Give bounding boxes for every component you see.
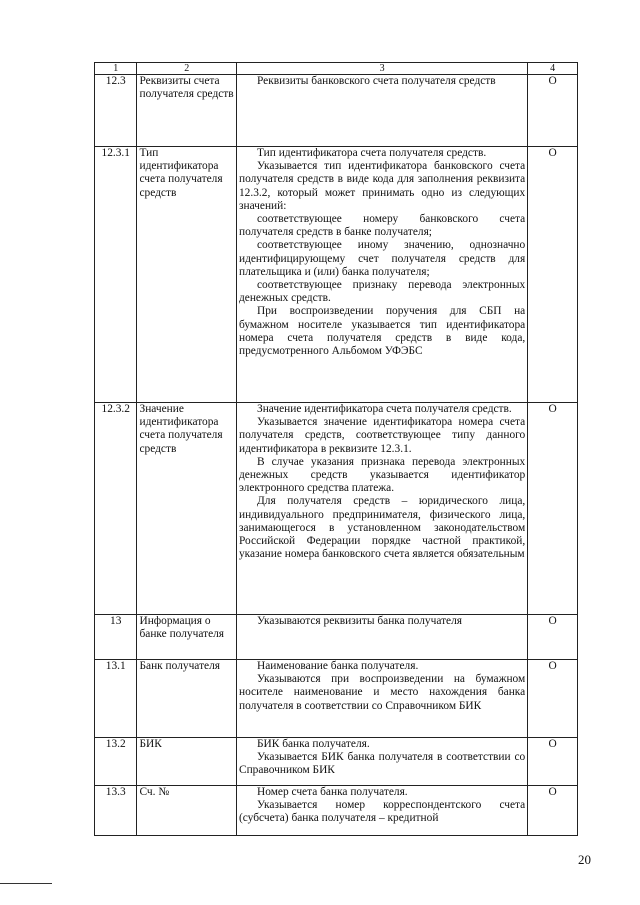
requisite-obligation-flag: О — [528, 147, 578, 403]
requisite-name: Информация о банке получателя — [137, 615, 237, 660]
requisite-name: Банк получателя — [137, 660, 237, 738]
requisite-name: Тип идентификатора счета получателя средств — [137, 147, 237, 403]
description-paragraph: Указывается тип идентификатора банковского счета получателя средств в виде кода для заполнения реквизита 12.3.2, который может принимать одно из следующих значений: — [238, 160, 526, 212]
requisite-obligation-flag: О — [528, 786, 578, 836]
requisite-obligation-flag: О — [528, 660, 578, 738]
table-row — [95, 403, 578, 615]
column-number: 4 — [528, 63, 578, 75]
description-paragraph: Указывается номер корреспондентского счета (субсчета) банка получателя – кредитной — [238, 799, 526, 825]
description-paragraph: соответствующее иному значению, однозначно идентифицирующему счет получателя средств для плательщика и (или) банка получателя; — [238, 239, 526, 278]
description-paragraph: Реквизиты банковского счета получателя средств — [256, 75, 496, 87]
requisite-number: 12.3.1 — [95, 147, 137, 403]
requisite-obligation-flag: О — [528, 615, 578, 660]
description-paragraph: соответствующее признаку перевода электронных денежных средств. — [238, 279, 526, 305]
requisite-description — [236, 75, 527, 147]
description-paragraph: Указывается БИК банка получателя в соответствии со Справочником БИК — [238, 751, 526, 777]
requisite-number: 13.1 — [95, 660, 137, 738]
requisite-obligation-flag: О — [528, 403, 578, 615]
requisite-description — [236, 403, 527, 615]
requisite-number: 12.3.2 — [95, 403, 137, 615]
footnote-rule — [0, 883, 52, 884]
description-paragraph: соответствующее номеру банковского счета получателя средств в банке получателя; — [238, 213, 526, 239]
description-paragraph: Тип идентификатора счета получателя средств. — [256, 147, 487, 159]
requisite-number: 13.3 — [95, 786, 137, 836]
requisite-name: Значение идентификатора счета получателя средств — [137, 403, 237, 615]
description-paragraph: Указываются при воспроизведении на бумажном носителе наименование и место нахождения банка получателя в соответствии со Справочником БИК — [238, 673, 526, 712]
description-paragraph: Для получателя средств – юридического лица, индивидуального предпринимателя, физического лица, занимающегося в установленном законодательством Российской Федерации порядке частной практикой, указание номера банковского счета является обязательным — [238, 495, 526, 561]
requisite-description — [236, 660, 527, 738]
requisite-number: 12.3 — [95, 75, 137, 147]
column-number: 1 — [95, 63, 137, 75]
requisites-table — [94, 62, 578, 836]
requisite-description — [236, 147, 527, 403]
column-number-row — [95, 63, 578, 75]
description-paragraph: В случае указания признака перевода электронных денежных средств указывается идентификатор электронного средства платежа. — [238, 455, 526, 495]
table-row — [95, 615, 578, 660]
requisite-description — [236, 615, 527, 660]
requisite-obligation-flag: О — [528, 75, 578, 147]
table-row — [95, 75, 578, 147]
requisite-number: 13 — [95, 615, 137, 660]
description-paragraph: Значение идентификатора счета получателя средств. — [256, 403, 512, 415]
requisite-obligation-flag: О — [528, 738, 578, 786]
requisite-number: 13.2 — [95, 738, 137, 786]
description-paragraph: При воспроизведении поручения для СБП на бумажном носителе указывается тип идентификатора номера счета получателя средств в виде кода, предусмотренного Альбомом УФЭБС — [238, 305, 526, 358]
description-paragraph: Указывается значение идентификатора номера счета получателя средств, соответствующее типу данного идентификатора в реквизите 12.3.1. — [238, 416, 526, 455]
table-row — [95, 147, 578, 403]
requisite-description — [236, 738, 527, 786]
description-paragraph: Номер счета банка получателя. — [256, 786, 408, 798]
description-paragraph: БИК банка получателя. — [256, 738, 370, 750]
table-row — [95, 786, 578, 836]
requisite-name: БИК — [137, 738, 237, 786]
requisite-name: Реквизиты счета получателя средств — [137, 75, 237, 147]
page-number: 20 — [578, 852, 591, 867]
requisite-description — [236, 786, 527, 836]
column-number: 2 — [137, 63, 237, 75]
description-paragraph: Указываются реквизиты банка получателя — [256, 615, 463, 627]
requisite-name: Сч. № — [137, 786, 237, 836]
table-row — [95, 738, 578, 786]
table-row — [95, 660, 578, 738]
column-number: 3 — [236, 63, 527, 75]
description-paragraph: Наименование банка получателя. — [256, 660, 419, 672]
